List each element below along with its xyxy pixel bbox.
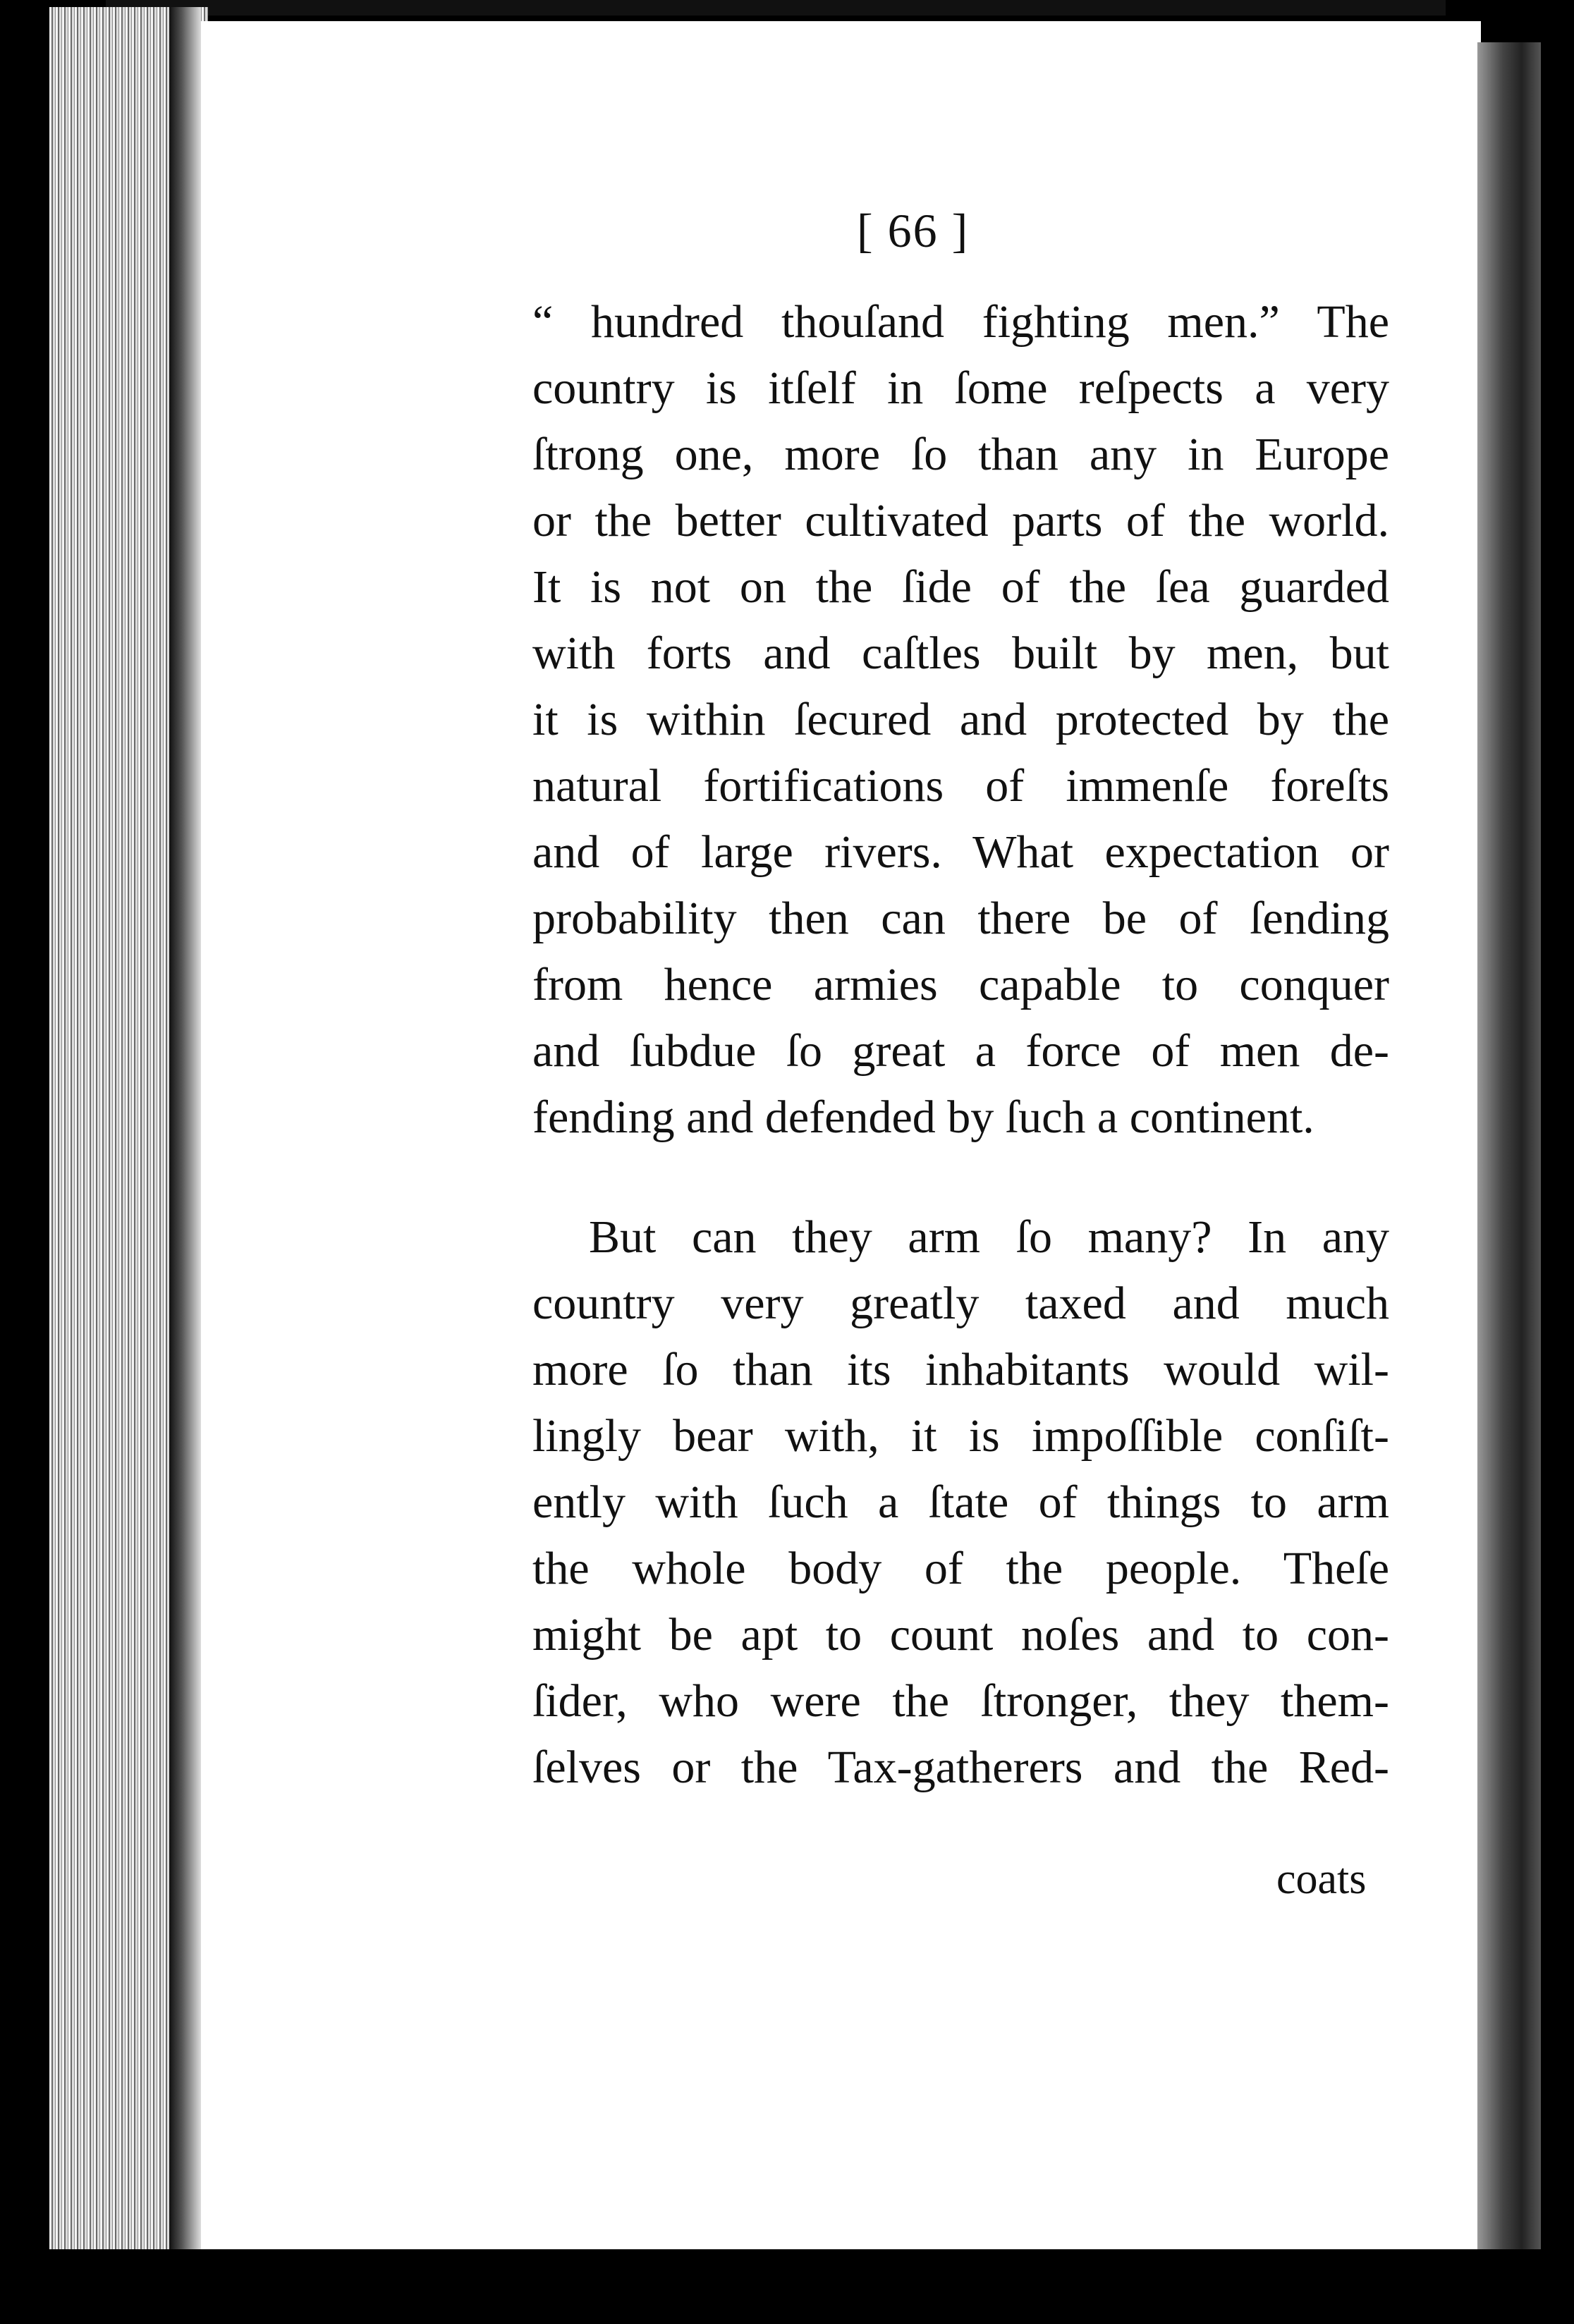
next-leaf-edge xyxy=(1477,42,1541,2249)
text-line: “ hundred thouſand fighting men.” The xyxy=(532,296,1389,348)
text-line: It is not on the ſide of the ſea guarded xyxy=(532,561,1389,613)
scan-bottom-border xyxy=(0,2249,1574,2324)
text-line: and ſubdue ſo great a force of men de- xyxy=(532,1025,1389,1077)
text-line: But can they arm ſo many? In any xyxy=(589,1211,1389,1263)
text-line: more ſo than its inhabitants would wil- xyxy=(532,1344,1389,1395)
text-line: and of large rivers. What expectation or xyxy=(532,826,1389,878)
text-line: the whole body of the people. Theſe xyxy=(532,1543,1389,1594)
paragraph-2 xyxy=(532,1204,1389,1801)
scan-top-border xyxy=(106,0,1446,16)
page-gutter-shadow xyxy=(169,7,201,2249)
page-number: [ 66 ] xyxy=(857,204,970,257)
text-line: from hence armies capable to conquer xyxy=(532,959,1389,1010)
catchword: coats xyxy=(1276,1855,1367,1903)
text-line: ently with ſuch a ſtate of things to arm xyxy=(532,1476,1389,1528)
text-line: might be apt to count noſes and to con- xyxy=(532,1609,1389,1661)
text-line: lingly bear with, it is impoſſible conſiſt- xyxy=(532,1410,1389,1462)
text-line: it is within ſecured and protected by the xyxy=(532,694,1389,745)
text-line: natural fortifications of immenſe foreſts xyxy=(532,760,1389,812)
text-line: country is itſelf in ſome reſpects a very xyxy=(532,362,1389,414)
text-line: ſider, who were the ſtronger, they them- xyxy=(532,1675,1389,1727)
text-line: country very greatly taxed and much xyxy=(532,1278,1389,1329)
paragraph-1 xyxy=(532,289,1389,1151)
paragraph-spacing xyxy=(532,1151,1389,1204)
text-line: ſelves or the Tax-gatherers and the Red- xyxy=(532,1742,1389,1793)
text-line: ſtrong one, more ſo than any in Europe xyxy=(532,429,1389,480)
text-line: probability then can there be of ſending xyxy=(532,893,1389,944)
text-line: fending and defended by ſuch a continent. xyxy=(532,1091,1314,1143)
text-line: with forts and caſtles built by men, but xyxy=(532,628,1389,679)
body-text xyxy=(532,289,1389,1801)
text-line: or the better cultivated parts of the world. xyxy=(532,495,1389,546)
